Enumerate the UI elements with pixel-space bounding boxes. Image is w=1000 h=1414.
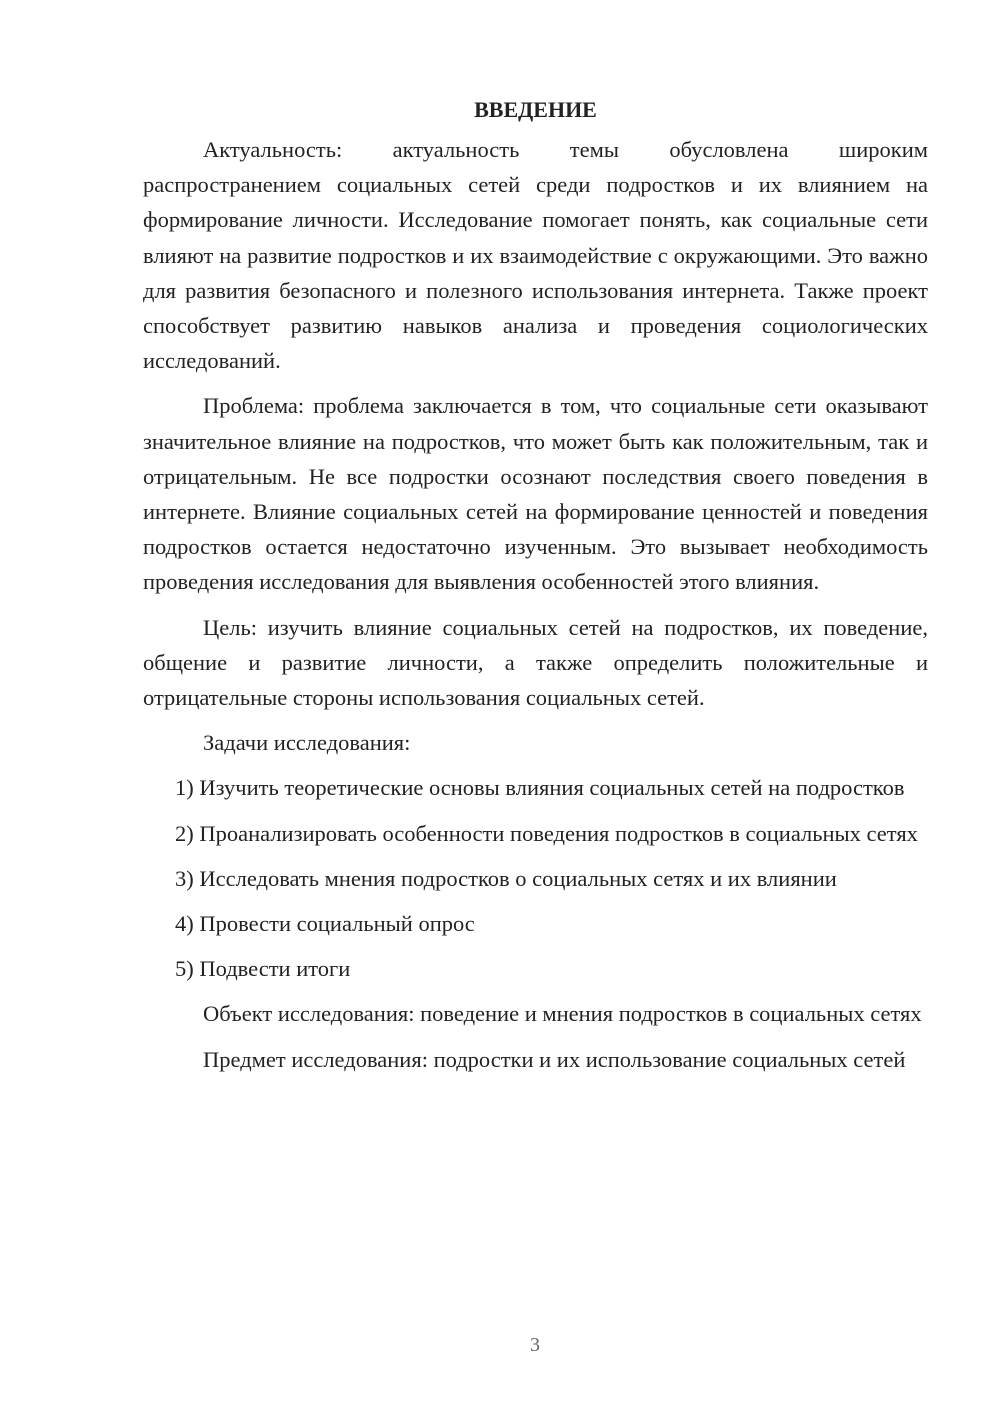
research-subject-paragraph: Предмет исследования: подростки и их использование социальных сетей xyxy=(203,1046,906,1072)
page-number: 3 xyxy=(530,1334,540,1356)
goal-paragraph: Цель: изучить влияние социальных сетей на подростков, их поведение, общение и развитие личности, а также определить положительные и отрицательные стороны использования социальных сетей. xyxy=(143,614,928,711)
tasks-heading: Задачи исследования: xyxy=(203,730,411,756)
section-title: ВВЕДЕНИЕ xyxy=(474,97,597,122)
task-item: 5) Подвести итоги xyxy=(175,956,351,982)
task-item: 1) Изучить теоретические основы влияния социальных сетей на подростков xyxy=(175,775,905,801)
problem-paragraph: Проблема: проблема заключается в том, что социальные сети оказывают значительное влияние на подростков, что может быть как положительным, так и отрицательным. Не все подростки осознают последствия своего поведения в интернете. Влияние социальных сетей на формирование ценностей и поведения подростков остается недостаточно изученным. Это вызывает необходимость проведения исследования для выявления особенностей этого влияния. xyxy=(143,393,928,595)
research-object-paragraph: Объект исследования: поведение и мнения подростков в социальных сетях xyxy=(203,1001,922,1027)
document-page xyxy=(143,92,928,1087)
relevance-paragraph: Актуальность: актуальность темы обусловлена широким распространением социальных сетей среди подростков и их влиянием на формирование личности. Исследование помогает понять, как социальные сети влияют на развитие подростков и их взаимодействие с окружающими. Это важно для развития безопасного и полезного использования интернета. Также проект способствует развитию навыков анализа и проведения социологических исследований. xyxy=(143,137,928,374)
task-item: 4) Провести социальный опрос xyxy=(175,911,475,937)
task-item: 3) Исследовать мнения подростков о социальных сетях и их влиянии xyxy=(175,865,837,891)
task-item: 2) Проанализировать особенности поведения подростков в социальных сетях xyxy=(175,820,918,846)
